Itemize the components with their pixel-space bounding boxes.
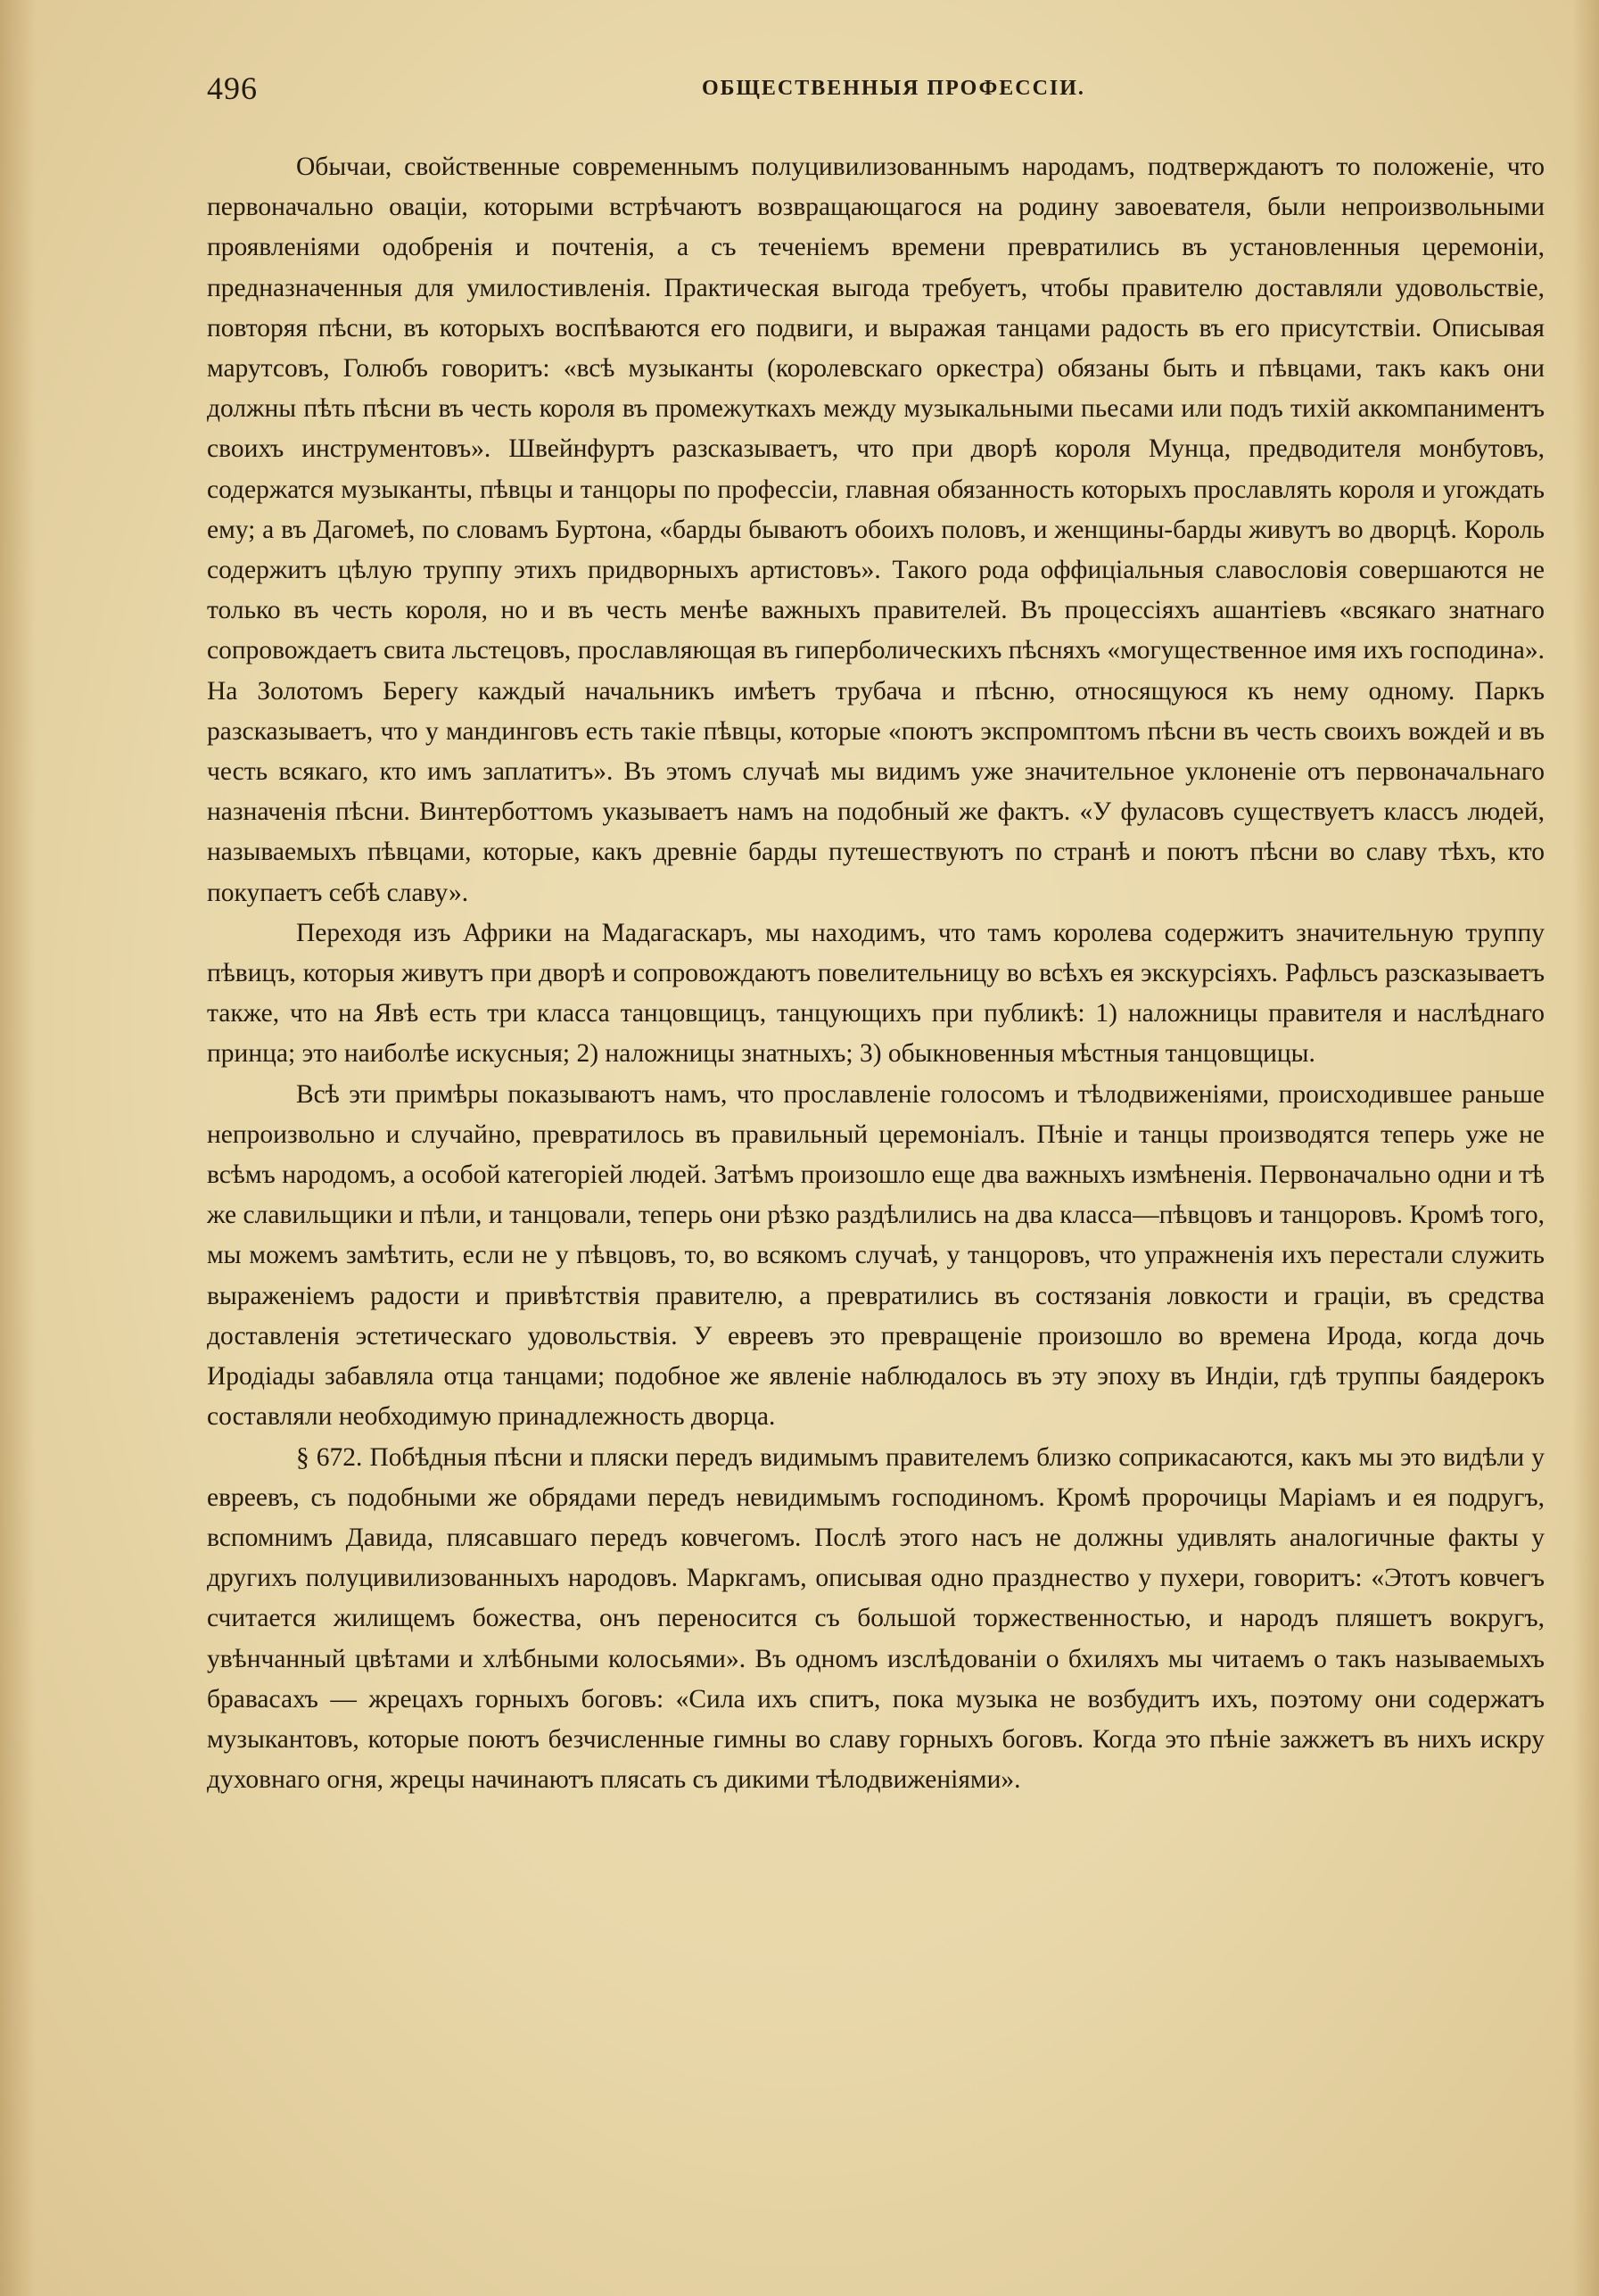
running-head: ОБЩЕСТВЕННЫЯ ПРОФЕССІИ.: [702, 77, 1085, 100]
page-header: [207, 70, 1545, 123]
paragraph-3: Всѣ эти примѣры показываютъ намъ, что прославленіе голосомъ и тѣлодвиженіями, происходившее раньше непроизвольно и случайно, превратилось въ правильный церемоніалъ. Пѣніе и танцы производятся теперь уже не всѣмъ народомъ, а особой категоріей людей. Затѣмъ произошло еще два важныхъ измѣненія. Первоначально одни и тѣ же славильщики и пѣли, и танцовали, теперь они рѣзко раздѣлились на два класса—пѣвцовъ и танцоровъ. Кромѣ того, мы можемъ замѣтить, если не у пѣвцовъ, то, во всякомъ случаѣ, у танцоровъ, что упражненія ихъ перестали служить выраженіемъ радости и привѣтствія правителю, а превратились въ состязанія ловкости и граціи, въ средства доставленія эстетическаго удовольствія. У евреевъ это превращеніе произошло во времена Ирода, когда дочь Иродіады забавляла отца танцами; подобное же явленіе наблюдалось въ эту эпоху въ Индіи, гдѣ труппы баядерокъ составляли необходимую принадлежность дворца.: [207, 1079, 1545, 1432]
paragraph-4-section-672: § 672. Побѣдныя пѣсни и пляски передъ видимымъ правителемъ близко соприкасаются, какъ мы это видѣли у евреевъ, съ подобными же обрядами передъ невидимымъ господиномъ. Кромѣ пророчицы Маріамъ и ея подругъ, вспомнимъ Давида, плясавшаго передъ ковчегомъ. Послѣ этого насъ не должны удивлять аналогичные факты у другихъ полуцивилизованныхъ народовъ. Маркгамъ, описывая одно празднество у пухери, говоритъ: «Этотъ ковчегъ считается жилищемъ божества, онъ переносится съ большой торжественностью, и народъ пляшетъ вокругъ, увѣнчанный цвѣтами и хлѣбными колосьями». Въ одномъ изслѣдованіи о бхиляхъ мы читаемъ о такъ называемыхъ бравасахъ — жрецахъ горныхъ боговъ: «Сила ихъ спитъ, пока музыка не возбудитъ ихъ, поэтому они содержатъ музыкантовъ, которые поютъ безчисленные гимны во славу горныхъ боговъ. Когда это пѣніе зажжетъ въ нихъ искру духовнаго огня, жрецы начинаютъ плясать съ дикими тѣлодвиженіями».: [207, 1442, 1545, 1795]
page-edge-shadow-left: [0, 0, 36, 2296]
paragraph-1: Обычаи, свойственные современнымъ полуцивилизованнымъ народамъ, подтверждаютъ то положеніе, что первоначально оваціи, которыми встрѣчаютъ возвращающагося на родину завоевателя, были непроизвольными проявленіями одобренія и почтенія, а съ теченіемъ времени превратились въ установленныя церемоніи, предназначенныя для умилостивленія. Практическая выгода требуетъ, чтобы правителю доставляли удовольствіе, повторяя пѣсни, въ которыхъ воспѣваются его подвиги, и выражая танцами радость въ его присутствіи. Описывая марутсовъ, Голюбъ говоритъ: «всѣ музыканты (королевскаго оркестра) обязаны быть и пѣвцами, такъ какъ они должны пѣть пѣсни въ честь короля въ промежуткахъ между музыкальными пьесами или подъ тихій аккомпаниментъ своихъ инструментовъ». Швейнфуртъ разсказываетъ, что при дворѣ короля Мунца, предводителя монбутовъ, содержатся музыканты, пѣвцы и танцоры по профессіи, главная обязанность которыхъ прославлять короля и угождать ему; а въ Дагомеѣ, по словамъ Буртона, «барды бываютъ обоихъ половъ, и женщины-барды живутъ во дворцѣ. Король содержитъ цѣлую труппу этихъ придворныхъ артистовъ». Такого рода оффиціальныя славословія совершаются не только въ честь короля, но и въ честь менѣе важныхъ правителей. Въ процессіяхъ ашантіевъ «всякаго знатнаго сопровождаетъ свита льстецовъ, прославляющая въ гиперболическихъ пѣсняхъ «могущественное имя ихъ господина». На Золотомъ Берегу каждый начальникъ имѣетъ трубача и пѣсню, относящуюся къ нему одному. Паркъ разсказываетъ, что у мандинговъ есть такіе пѣвцы, которые «поютъ экспромптомъ пѣсни въ честь своихъ вождей и въ честь всякаго, кто имъ заплатитъ». Въ этомъ случаѣ мы видимъ уже значительное уклоненіе отъ первоначальнаго назначенія пѣсни. Винтерботтомъ указываетъ намъ на подобный же фактъ. «У фуласовъ существуетъ классъ людей, называемыхъ пѣвцами, которые, какъ древніе барды путешествуютъ по странѣ и поютъ пѣсни во славу тѣхъ, кто покупаетъ себѣ славу».: [207, 153, 1545, 907]
page-number: 496: [207, 70, 258, 106]
body-text: [207, 147, 1545, 1800]
paragraph-2: Переходя изъ Африки на Мадагаскаръ, мы находимъ, что тамъ королева содержитъ значительную труппу пѣвицъ, которыя живутъ при дворѣ и сопровождаютъ повелительницу во всѣхъ ея экскурсіяхъ. Рафльсъ разсказываетъ также, что на Явѣ есть три класса танцовщицъ, танцующихъ при публикѣ: 1) наложницы правителя и наслѣднаго принца; это наиболѣе искусныя; 2) наложницы знатныхъ; 3) обыкновенныя мѣстныя танцовщицы.: [207, 918, 1545, 1069]
page-edge-shadow-right: [1572, 0, 1599, 2296]
